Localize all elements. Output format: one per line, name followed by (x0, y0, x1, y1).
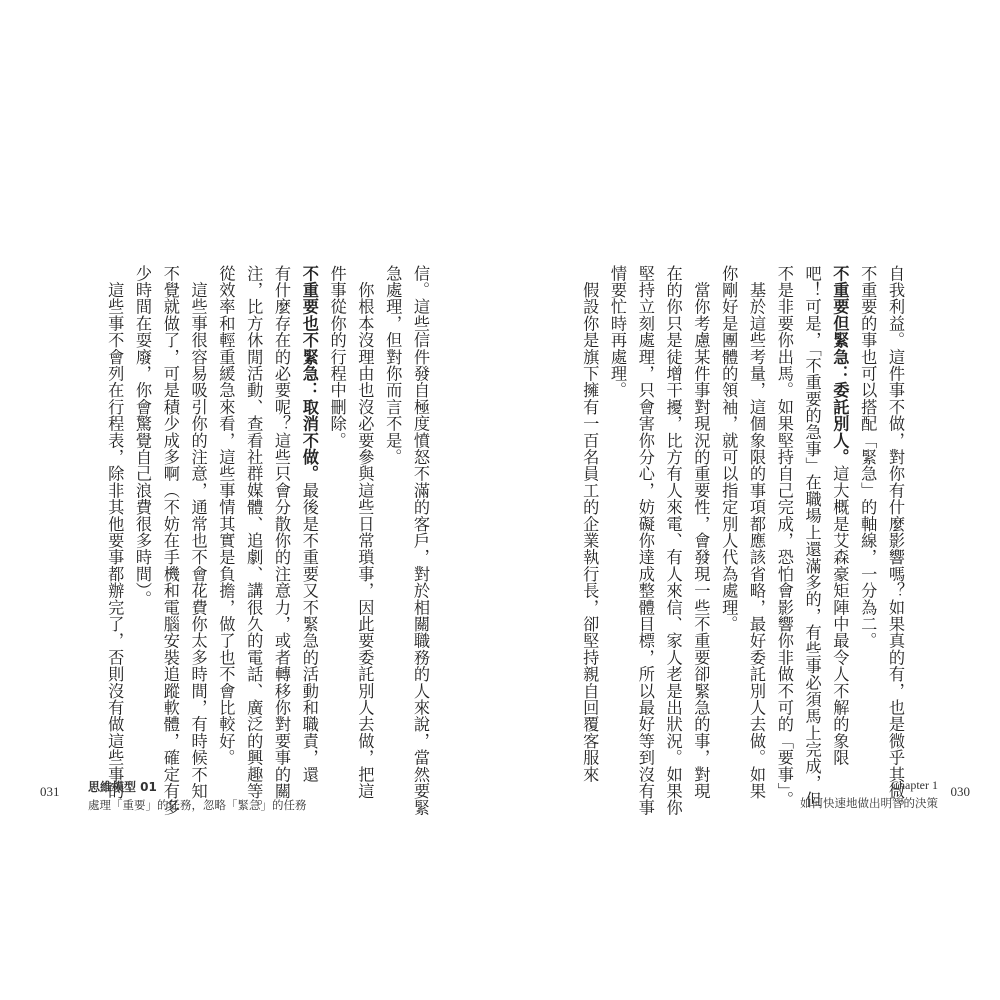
text-column (327, 265, 347, 449)
text-column (355, 265, 375, 800)
section-title: 思維模型 01 (88, 780, 157, 794)
text-column (719, 265, 739, 633)
column-text: 不是非要你出馬。如果堅持自己完成，恐怕會影響你非做不可的「要事」。 (774, 265, 794, 808)
chapter-title: 如何快速地做出明智的決策 (800, 796, 938, 810)
column-text: 急處理，但對你而言不是。 (383, 265, 403, 466)
column-text: 在的你只是徒增干擾，比方有人來電、有人來信、家人老是出狀況。如果你 (663, 265, 683, 817)
text-column (273, 265, 289, 799)
text-column (858, 265, 878, 650)
column-text: 這些事很容易吸引你的注意，通常也不會花費你太多時間，有時候不知 (188, 265, 208, 800)
text-column (609, 265, 625, 399)
text-column (663, 265, 683, 817)
column-text: 假設你是旗下擁有一百名員工的企業執行長，卻堅持親自回覆客服來 (580, 265, 600, 783)
column-text: 基於這些考量，這個象限的事項都應該省略，最好委託別人去做。如果 (747, 265, 766, 800)
column-text: 最後是不重要又不緊急的活動和職責，還 (299, 482, 319, 783)
chapter-header (800, 778, 938, 811)
column-text: 吧！可是，「不重要的急事」在職場上還滿多的，有些事必須馬上完成，但 (802, 265, 822, 808)
column-text: 你剛好是團體的領袖，就可以指定別人代為處理。 (719, 265, 739, 633)
text-column (134, 265, 150, 608)
text-column (887, 265, 903, 816)
text-column (301, 265, 317, 783)
text-column (830, 265, 850, 767)
text-column (637, 265, 653, 816)
column-text: 少時間在耍廢，你會驚覺自己浪費很多時間）。 (133, 265, 152, 608)
text-column (691, 265, 711, 800)
column-text: 件事從你的行程中刪除。 (327, 265, 347, 449)
page-number-left: 031 (40, 784, 60, 799)
chapter-label: Chapter 1 (891, 778, 938, 792)
column-text: 有什麼存在的必要呢？這些只會分散你的注意力，或者轉移你對要事的關 (272, 265, 291, 800)
section-header (88, 778, 307, 813)
right-page (500, 0, 1000, 1000)
text-column (244, 265, 264, 817)
text-column (162, 265, 178, 816)
bold-heading: 不重要也不緊急：取消不做。 (299, 265, 319, 483)
text-column (216, 265, 236, 766)
column-text: 不覺就做了，可是積少成多啊（不妨在手機和電腦安裝追蹤軟體，確定有多 (160, 265, 180, 817)
text-column (188, 265, 208, 800)
column-text: 信。這些信件發自極度憤怒不滿的客戶，對於相關職務的人來說，當然要緊 (411, 265, 430, 817)
page-number-right: 030 (950, 784, 970, 799)
text-column (105, 265, 125, 800)
section-subtitle: 處理「重要」的任務，忽略「緊急」的任務 (88, 798, 307, 812)
column-text: 你根本沒理由也沒必要參與這些日常瑣事，因此要委託別人去做，把這 (355, 265, 375, 800)
text-column (748, 265, 764, 799)
text-column (412, 265, 428, 816)
text-column (776, 265, 792, 808)
column-text: 自我利益。這件事不做，對你有什麼影響嗎？如果真的有，也是微乎其微。 (886, 265, 905, 817)
text-column (580, 265, 600, 783)
column-text: 從效率和輕重緩急來看，這些事情其實是負擔，做了也不會比較好。 (216, 265, 236, 766)
bold-heading: 不重要但緊急：委託別人。 (830, 265, 850, 466)
text-column (383, 265, 403, 466)
column-text: 注，比方休閒活動、查看社群媒體、追劇、講很久的電話、廣泛的興趣等。 (244, 265, 264, 817)
column-text: 情要忙時再處理。 (608, 265, 627, 399)
column-text: 這些事不會列在行程表，除非其他要事都辦完了，否則沒有做這些事的 (105, 265, 125, 800)
column-text: 這大概是艾森豪矩陣中最令人不解的象限 (830, 465, 850, 767)
column-text: 不重要的事也可以搭配「緊急」的軸線，一分為二。 (858, 265, 878, 650)
column-text: 堅持立刻處理，只會害你分心，妨礙你達成整體目標，所以最好等到沒有事 (635, 265, 655, 817)
text-column (802, 265, 822, 808)
column-text: 當你考慮某件事對現況的重要性，會發現一些不重要卻緊急的事，對現 (691, 265, 711, 800)
